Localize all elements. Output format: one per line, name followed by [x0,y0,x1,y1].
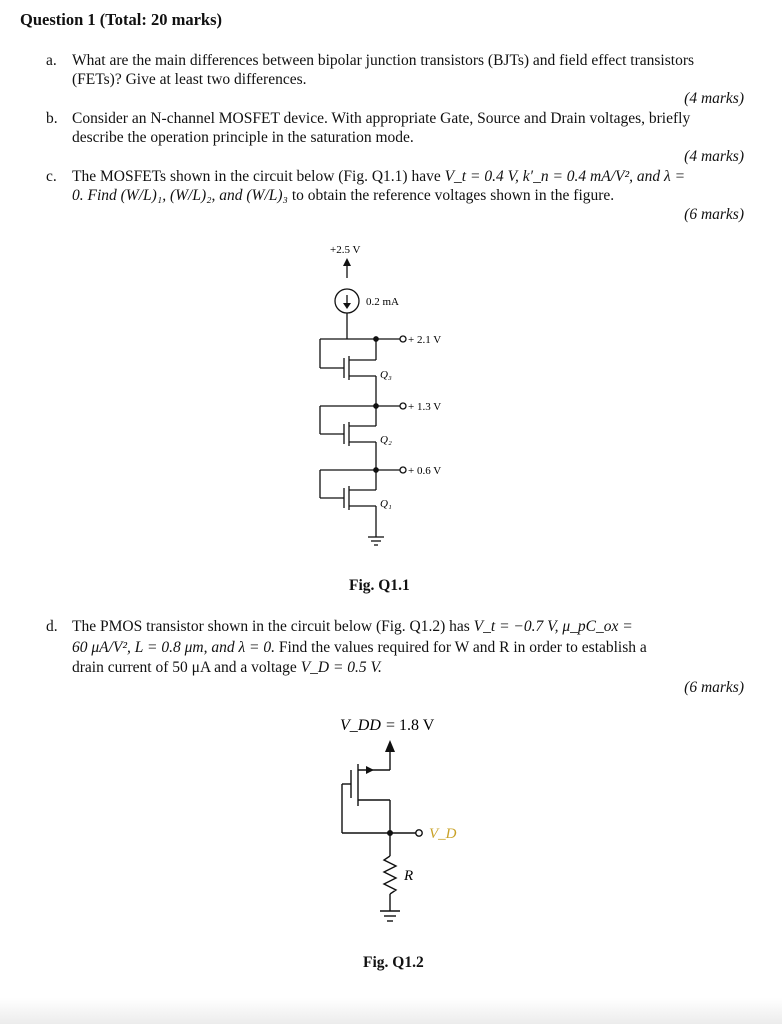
part-a-label: a. [46,52,57,69]
part-b-label: b. [46,110,58,127]
fig-q1-1-circuit [300,234,480,559]
fig-q1-2-caption: Fig. Q1.2 [363,954,424,971]
part-a-line2: (FETs)? Give at least two differences. [72,71,307,88]
part-d-label: d. [46,618,58,635]
part-d-line2-text: Find the values required for W and R in order to establish a [275,639,647,656]
fig2-vdd-symbol: V_DD [340,717,381,734]
fig2-vdd-value: = 1.8 V [386,717,435,734]
part-c-line1 [72,167,685,186]
part-d-line1-math: V_t = −0.7 V, μ_pC_ox = [473,618,633,635]
fig1-v3-label: + 2.1 V [408,334,442,346]
bottom-shadow [0,998,782,1024]
part-c-label: c. [46,168,57,185]
fig2-vd-label: V_D [429,826,457,842]
fig1-q1-label: Q₁ [380,498,392,510]
fig-q1-2-circuit [320,706,480,934]
part-d-line1-text: The PMOS transistor shown in the circuit below (Fig. Q1.2) has [72,618,474,635]
question-title: Question 1 (Total: 20 marks) [20,10,222,29]
part-d-line1 [72,617,633,636]
part-b-line2: describe the operation principle in the saturation mode. [72,129,414,146]
part-b-marks: (4 marks) [684,148,744,165]
fig1-v1-label: + 0.6 V [408,465,442,477]
fig-q1-1-caption: Fig. Q1.1 [349,577,410,594]
part-d-line3-math: V_D = 0.5 V. [300,659,382,676]
fig1-supply-label: +2.5 V [330,244,361,256]
part-d-line2-math: 60 μA/V², L = 0.8 μm, and λ = 0. [72,639,275,656]
part-d-marks: (6 marks) [684,679,744,696]
part-c-line2-text: to obtain the reference voltages shown in the figure. [287,187,615,204]
part-a-marks: (4 marks) [684,90,744,107]
part-c-line1-math: V_t = 0.4 V, k′_n = 0.4 mA/V², and λ = [444,168,686,185]
fig1-current-label: 0.2 mA [366,296,399,308]
part-c-marks: (6 marks) [684,206,744,223]
fig2-r-label: R [404,868,414,884]
part-c-line2 [72,186,614,205]
part-d-line3-text: drain current of 50 μA and a voltage [72,659,301,676]
fig1-v2-label: + 1.3 V [408,401,442,413]
part-d-line3 [72,658,382,677]
part-c-line2-math: 0. Find (W/L)₁, (W/L)₂, and (W/L)₃ [72,187,288,204]
part-a-line1: What are the main differences between bipolar junction transistors (BJTs) and field effect transistors [72,52,695,69]
part-c-line1-text: The MOSFETs shown in the circuit below (Fig. Q1.1) have [72,168,445,185]
part-b-line1: Consider an N-channel MOSFET device. With appropriate Gate, Source and Drain voltages, briefly [72,110,691,127]
fig1-q2-label: Q₂ [380,434,392,446]
fig1-q3-label: Q₃ [380,369,392,381]
part-d-line2 [72,638,647,657]
